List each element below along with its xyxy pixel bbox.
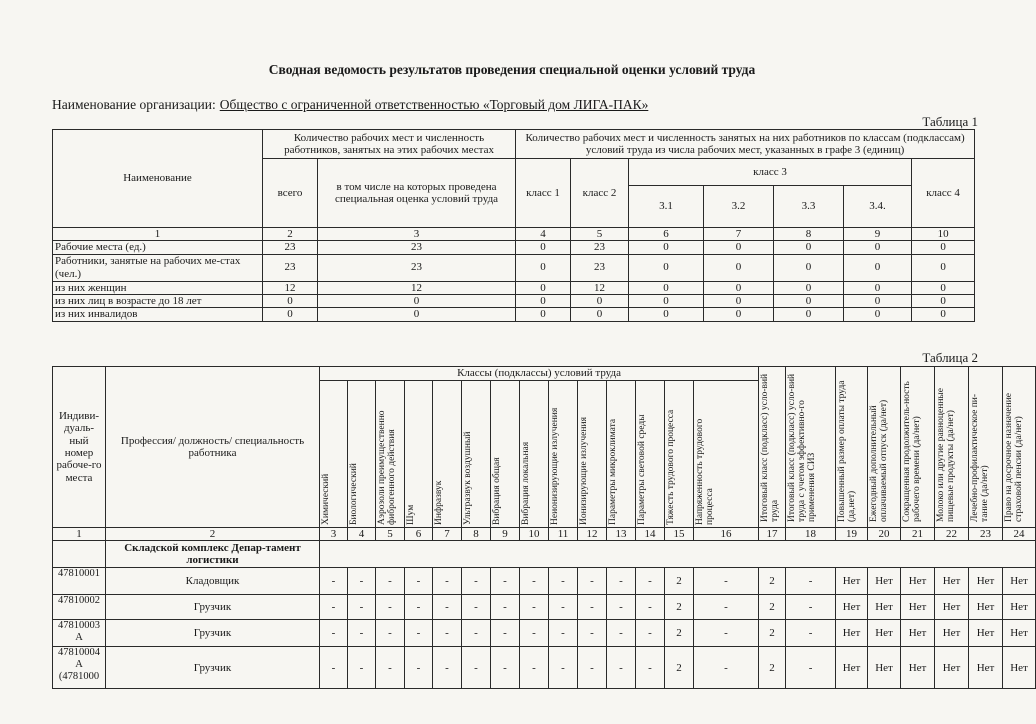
t1-cell: 0	[774, 308, 844, 321]
organization-line	[52, 97, 648, 113]
t2-factor-header	[549, 381, 578, 528]
t2-header-classes: Классы (подклассы) условий труда	[320, 367, 759, 381]
organization-label: Наименование организации:	[52, 97, 216, 112]
t1-cell: 23	[571, 254, 629, 281]
t2-col-number: 12	[578, 528, 607, 541]
t1-col-number: 9	[844, 228, 912, 241]
table2-label: Таблица 2	[922, 350, 978, 365]
t2-col-number: 14	[636, 528, 665, 541]
t2-cell: -	[462, 568, 491, 595]
table-row	[53, 241, 975, 254]
t1-header-sub34: 3.4.	[844, 186, 912, 228]
t1-cell: 0	[774, 294, 844, 307]
t2-factor-label: Параметры световой среды	[637, 414, 647, 525]
t1-cell: 0	[629, 254, 704, 281]
t1-cell: 0	[912, 308, 975, 321]
table1-label: Таблица 1	[922, 114, 978, 129]
t2-row-id: 47810003 А	[53, 620, 106, 647]
t2-header-id: Индиви-дуаль-ный номер рабоче-го места	[53, 367, 106, 528]
t1-cell: 0	[704, 281, 774, 294]
organization-value: Общество с ограниченной ответственностью «Торговый дом ЛИГА-ПАК»	[219, 97, 649, 112]
t2-row-name: Грузчик	[106, 595, 320, 620]
t2-cell: Нет	[935, 647, 969, 689]
t2-row-id: 47810002	[53, 595, 106, 620]
t2-factor-label: Ультразвук воздушный	[463, 431, 473, 525]
t1-cell: 23	[263, 241, 318, 254]
t2-cell: -	[376, 647, 405, 689]
t2-col-number: 4	[348, 528, 376, 541]
t2-section-title: Складской комплекс Депар-тамент логистики	[106, 541, 320, 568]
t1-cell: 12	[318, 281, 516, 294]
t2-factor-header	[520, 381, 549, 528]
t2-cell: -	[376, 595, 405, 620]
t2-cell: -	[636, 568, 665, 595]
t1-cell: 0	[263, 294, 318, 307]
t2-cell: Нет	[1003, 568, 1036, 595]
t2-cell: -	[520, 595, 549, 620]
t2-extra-header	[759, 367, 786, 528]
t2-factor-label: Биологический	[349, 463, 359, 525]
t2-cell: -	[578, 595, 607, 620]
t1-cell: 0	[912, 281, 975, 294]
t2-cell: -	[405, 647, 433, 689]
t2-cell: Нет	[901, 647, 935, 689]
t2-cell: Нет	[836, 595, 868, 620]
t2-cell: Нет	[935, 620, 969, 647]
t1-cell: 12	[263, 281, 318, 294]
t2-factor-header	[320, 381, 348, 528]
t2-cell: -	[786, 595, 836, 620]
t2-extra-label: Итоговый класс (подкласс) усло-вий труда	[760, 373, 780, 522]
t2-col-number: 3	[320, 528, 348, 541]
t2-cell: -	[433, 595, 462, 620]
t2-factor-header	[462, 381, 491, 528]
t2-header-profession: Профессия/ должность/ специальность работника	[106, 367, 320, 528]
t2-factor-header	[405, 381, 433, 528]
t1-cell: 0	[774, 254, 844, 281]
t1-cell: 0	[774, 281, 844, 294]
t2-cell: 2	[665, 595, 694, 620]
t2-cell: 2	[759, 620, 786, 647]
t2-factor-header	[694, 381, 759, 528]
t1-cell: 0	[571, 308, 629, 321]
t2-cell: 2	[665, 568, 694, 595]
t1-cell: 0	[318, 294, 516, 307]
t1-cell: 0	[629, 241, 704, 254]
t2-cell: -	[549, 647, 578, 689]
t2-cell: 2	[665, 620, 694, 647]
t2-cell: -	[348, 595, 376, 620]
t2-cell: -	[462, 595, 491, 620]
t2-factor-header	[636, 381, 665, 528]
t1-cell: 0	[844, 308, 912, 321]
t1-header-sub31: 3.1	[629, 186, 704, 228]
t2-factor-label: Химический	[321, 473, 331, 525]
t1-cell: 0	[263, 308, 318, 321]
t2-cell: -	[348, 568, 376, 595]
t1-cell: 0	[844, 254, 912, 281]
t1-header-sub32: 3.2	[704, 186, 774, 228]
t2-cell: Нет	[935, 595, 969, 620]
t2-cell: Нет	[901, 568, 935, 595]
t2-cell: -	[520, 568, 549, 595]
t2-col-number: 8	[462, 528, 491, 541]
t2-cell: -	[694, 595, 759, 620]
t2-cell: -	[348, 620, 376, 647]
t2-cell: -	[786, 647, 836, 689]
t2-factor-header	[348, 381, 376, 528]
t2-extra-label: Ежегодный дополнительный оплачиваемый отпуск (да/нет)	[869, 399, 889, 522]
t2-cell: -	[520, 647, 549, 689]
t2-col-number: 18	[786, 528, 836, 541]
t1-cell: 0	[844, 294, 912, 307]
t2-factor-label: Инфразвук	[434, 480, 444, 525]
t2-extra-header	[935, 367, 969, 528]
t2-cell: Нет	[868, 620, 901, 647]
t2-cell: Нет	[969, 568, 1003, 595]
t2-extra-header	[836, 367, 868, 528]
table-row	[53, 308, 975, 321]
t2-cell: -	[549, 595, 578, 620]
t2-cell: -	[376, 620, 405, 647]
t2-col-number: 23	[969, 528, 1003, 541]
t2-factor-header	[433, 381, 462, 528]
t2-col-number: 17	[759, 528, 786, 541]
t1-header-name: Наименование	[53, 130, 263, 228]
t2-cell: -	[491, 620, 520, 647]
t1-cell: 0	[704, 241, 774, 254]
t2-cell: Нет	[901, 620, 935, 647]
t1-cell: 12	[571, 281, 629, 294]
table-row	[53, 620, 1036, 647]
t1-header-group1: Количество рабочих мест и численность работников, занятых на этих рабочих местах	[263, 130, 516, 159]
t2-cell: -	[405, 595, 433, 620]
t2-cell: -	[320, 647, 348, 689]
t2-cell: -	[786, 620, 836, 647]
t1-cell: 0	[516, 281, 571, 294]
t2-factor-label: Шум	[406, 504, 416, 525]
t2-cell: Нет	[969, 595, 1003, 620]
t1-row-name: Рабочие места (ед.)	[53, 241, 263, 254]
t2-factor-label: Вибрация локальная	[521, 441, 531, 525]
t1-header-class3: класс 3	[629, 159, 912, 186]
t1-cell: 0	[844, 241, 912, 254]
t1-cell: 0	[318, 308, 516, 321]
t2-cell: -	[348, 647, 376, 689]
t1-cell: 0	[629, 294, 704, 307]
t2-extra-header	[901, 367, 935, 528]
t2-cell: -	[636, 620, 665, 647]
t2-cell: Нет	[868, 595, 901, 620]
t2-extra-label: Сокращенная продолжитель-ность рабочего времени (да/нет)	[902, 381, 922, 522]
t1-cell: 0	[912, 254, 975, 281]
t2-cell: -	[549, 568, 578, 595]
table-row	[53, 254, 975, 281]
t2-cell: Нет	[1003, 595, 1036, 620]
t2-col-number: 9	[491, 528, 520, 541]
t2-factor-header	[578, 381, 607, 528]
t2-cell: Нет	[969, 620, 1003, 647]
t2-col-number: 22	[935, 528, 969, 541]
t2-extra-label: Право на досрочное назначение страховой пенсии (да/нет)	[1004, 392, 1024, 522]
t2-col-number: 11	[549, 528, 578, 541]
t1-col-number: 3	[318, 228, 516, 241]
t2-extra-header	[868, 367, 901, 528]
t2-col-number: 16	[694, 528, 759, 541]
table-row	[53, 647, 1036, 689]
t1-col-number: 4	[516, 228, 571, 241]
t2-cell: -	[405, 620, 433, 647]
t2-factor-label: Неионизирующие излучения	[550, 407, 560, 525]
t1-col-number: 1	[53, 228, 263, 241]
t2-col-number: 5	[376, 528, 405, 541]
t1-col-number: 10	[912, 228, 975, 241]
workplaces-table	[52, 366, 1036, 689]
t1-header-class2: класс 2	[571, 159, 629, 228]
table-row	[53, 595, 1036, 620]
t2-col-number: 20	[868, 528, 901, 541]
t2-cell: Нет	[836, 568, 868, 595]
t2-cell: -	[636, 595, 665, 620]
t2-cell: Нет	[901, 595, 935, 620]
t2-cell: -	[405, 568, 433, 595]
t2-cell: -	[578, 568, 607, 595]
t1-col-number: 5	[571, 228, 629, 241]
t1-cell: 0	[774, 241, 844, 254]
t2-row-name: Грузчик	[106, 620, 320, 647]
t2-cell: Нет	[935, 568, 969, 595]
t1-header-assessed: в том числе на которых проведена специальная оценка условий труда	[318, 159, 516, 228]
t2-col-number: 2	[106, 528, 320, 541]
t2-cell: Нет	[969, 647, 1003, 689]
t2-cell: -	[578, 620, 607, 647]
t2-row-id: 47810001	[53, 568, 106, 595]
t2-factor-header	[607, 381, 636, 528]
t2-extra-header	[1003, 367, 1036, 528]
t2-extra-header	[786, 367, 836, 528]
t2-cell: 2	[759, 595, 786, 620]
t1-col-number: 7	[704, 228, 774, 241]
t2-cell: -	[520, 620, 549, 647]
t2-cell: -	[694, 620, 759, 647]
t2-cell: 2	[665, 647, 694, 689]
t1-row-name: из них инвалидов	[53, 308, 263, 321]
t2-cell: -	[549, 620, 578, 647]
t2-extra-label: Итоговый класс (подкласс) усло-вий труда с учетом эффективно-го применения СИЗ	[787, 373, 817, 522]
t2-factor-label: Вибрация общая	[492, 457, 502, 525]
t2-cell: -	[491, 568, 520, 595]
t2-cell: -	[320, 620, 348, 647]
t2-cell: -	[607, 595, 636, 620]
t2-factor-header	[665, 381, 694, 528]
t2-cell: -	[462, 620, 491, 647]
t1-row-name: из них лиц в возрасте до 18 лет	[53, 294, 263, 307]
t2-cell: -	[607, 647, 636, 689]
t2-cell: -	[786, 568, 836, 595]
t2-factor-label: Аэрозоли преимущественно фиброгенного действия	[377, 410, 397, 525]
t1-cell: 0	[571, 294, 629, 307]
t1-cell: 0	[704, 294, 774, 307]
t2-col-number: 21	[901, 528, 935, 541]
t2-col-number: 24	[1003, 528, 1036, 541]
t2-cell: Нет	[1003, 620, 1036, 647]
t2-cell: -	[433, 647, 462, 689]
t2-col-number: 13	[607, 528, 636, 541]
table-row	[53, 568, 1036, 595]
t2-factor-label: Тяжесть трудового процесса	[666, 409, 676, 525]
t2-extra-label: Молоко или другие равноценные пищевые продукты (да/нет)	[936, 387, 956, 522]
t2-row-name: Кладовщик	[106, 568, 320, 595]
t2-cell: -	[694, 647, 759, 689]
t2-cell: Нет	[868, 647, 901, 689]
t1-col-number: 8	[774, 228, 844, 241]
table-row	[53, 294, 975, 307]
t2-col-number: 6	[405, 528, 433, 541]
t2-cell: -	[578, 647, 607, 689]
t2-cell: -	[607, 568, 636, 595]
t2-cell: Нет	[836, 620, 868, 647]
t2-cell: -	[607, 620, 636, 647]
t2-cell: Нет	[836, 647, 868, 689]
t1-header-sub33: 3.3	[774, 186, 844, 228]
t1-cell: 0	[516, 294, 571, 307]
t2-factor-label: Ионизирующие излучения	[579, 417, 589, 525]
t2-cell: -	[320, 595, 348, 620]
t2-factor-header	[376, 381, 405, 528]
t1-header-class4: класс 4	[912, 159, 975, 228]
t2-extra-label: Повышенный размер оплаты труда (да,нет)	[837, 380, 857, 522]
t2-cell: 2	[759, 647, 786, 689]
t2-cell: -	[491, 647, 520, 689]
t2-cell: -	[694, 568, 759, 595]
t2-col-number: 10	[520, 528, 549, 541]
t2-col-number: 15	[665, 528, 694, 541]
t2-cell: Нет	[868, 568, 901, 595]
t2-cell: -	[636, 647, 665, 689]
t2-cell: -	[433, 620, 462, 647]
t1-col-number: 2	[263, 228, 318, 241]
t2-col-number: 19	[836, 528, 868, 541]
t1-cell: 23	[318, 241, 516, 254]
t2-cell: -	[376, 568, 405, 595]
table-row	[53, 281, 975, 294]
document-title: Сводная ведомость результатов проведения специальной оценки условий труда	[268, 62, 756, 77]
t2-cell: -	[491, 595, 520, 620]
t2-cell: Нет	[1003, 647, 1036, 689]
t2-factor-header	[491, 381, 520, 528]
t2-extra-label: Лечебно-профилактическое пи-тание (да/нет)	[970, 393, 990, 522]
t2-row-id: 47810004 А (4781000	[53, 647, 106, 689]
t1-row-name: Работники, занятые на рабочих ме-стах (чел.)	[53, 254, 263, 281]
t1-cell: 0	[629, 308, 704, 321]
t2-cell: -	[320, 568, 348, 595]
t1-col-number: 6	[629, 228, 704, 241]
t1-cell: 0	[516, 308, 571, 321]
t2-row-name: Грузчик	[106, 647, 320, 689]
t1-cell: 0	[844, 281, 912, 294]
t1-cell: 23	[263, 254, 318, 281]
t1-cell: 0	[516, 241, 571, 254]
t1-header-total: всего	[263, 159, 318, 228]
t2-extra-header	[969, 367, 1003, 528]
t1-cell: 0	[629, 281, 704, 294]
t1-cell: 0	[704, 308, 774, 321]
t1-cell: 0	[704, 254, 774, 281]
t1-cell: 0	[912, 294, 975, 307]
t1-cell: 0	[516, 254, 571, 281]
t2-cell: -	[462, 647, 491, 689]
t2-col-number: 7	[433, 528, 462, 541]
t1-row-name: из них женщин	[53, 281, 263, 294]
t2-factor-label: Напряженность трудового процесса	[695, 418, 715, 525]
t1-cell: 23	[571, 241, 629, 254]
t1-cell: 23	[318, 254, 516, 281]
t2-cell: -	[433, 568, 462, 595]
t2-factor-label: Параметры микроклимата	[608, 418, 618, 525]
t1-cell: 0	[912, 241, 975, 254]
t2-cell: 2	[759, 568, 786, 595]
t1-header-class1: класс 1	[516, 159, 571, 228]
t1-header-group2: Количество рабочих мест и численность занятых на них работников по классам (подклассам) условий труда из числа рабочих мест, указанных в графе 3 (единиц)	[516, 130, 975, 159]
summary-table	[52, 129, 975, 322]
t2-col-number: 1	[53, 528, 106, 541]
